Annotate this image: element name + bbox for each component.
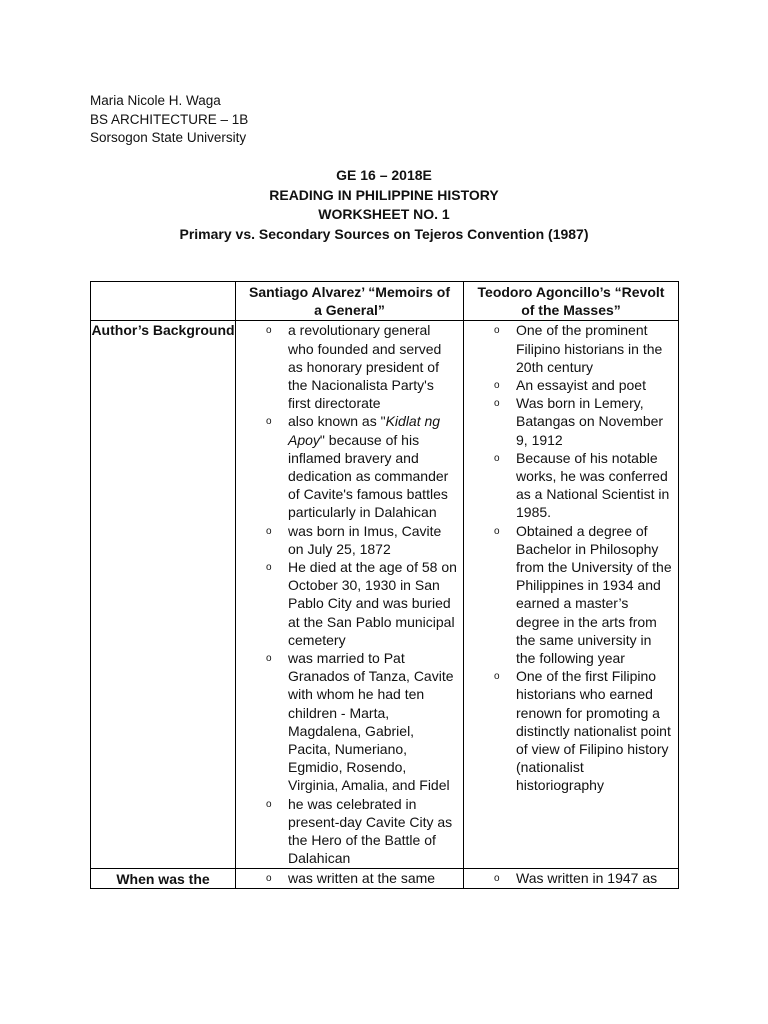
list-item: o An essayist and poet <box>464 376 674 394</box>
bullet-icon: o <box>494 525 500 537</box>
cell-agoncillo-background <box>464 321 679 868</box>
row-label-background: Author’s Background <box>91 321 236 868</box>
bullet-icon: o <box>494 452 500 464</box>
list-item: o was written at the same <box>236 869 459 887</box>
header-agoncillo: Teodoro Agoncillo’s “Revolt of the Masses” <box>464 282 679 321</box>
table-row-background <box>91 321 679 868</box>
comparison-table <box>90 281 679 889</box>
bullet-icon: o <box>494 872 500 884</box>
list-item: o Was written in 1947 as <box>464 869 674 887</box>
list-item: o a revolutionary general who founded and served as honorary president of the Nacionalista Party's first directorate <box>266 322 442 412</box>
list-item: o he was celebrated in present-day Cavite City as the Hero of the Battle of Dalahican <box>266 795 453 867</box>
course-name: READING IN PHILIPPINE HISTORY <box>269 186 499 203</box>
document-title <box>0 166 768 244</box>
bullet-icon: o <box>266 562 272 574</box>
nickname-italic: Kidlat ng Apoy <box>288 413 441 448</box>
list-item: o Because of his notable works, he was conferred as a National Scientist in 1985. <box>494 449 670 521</box>
list-item: o Was born in Lemery, Batangas on November 9, 1912 <box>494 395 664 448</box>
list-item: o also known as "Kidlat ng Apoy" because of his inflamed bravery and dedication as commander of Cavite's famous battles particularly in Dalahican <box>266 413 449 521</box>
list-item: o One of the prominent Filipino historians in the 20th century <box>494 322 663 375</box>
author-program: BS ARCHITECTURE – 1B <box>90 111 249 127</box>
bullet-icon: o <box>494 671 500 683</box>
cell-alvarez-background <box>236 321 464 868</box>
header-alvarez: Santiago Alvarez’ “Memoirs of a General” <box>236 282 464 321</box>
row-label-when: When was the <box>91 868 236 888</box>
worksheet-topic: Primary vs. Secondary Sources on Tejeros Convention (1987) <box>179 225 589 242</box>
bullet-icon: o <box>494 380 500 392</box>
table-row-when-written <box>91 868 679 888</box>
bullet-icon: o <box>494 398 500 410</box>
list-item: o Obtained a degree of Bachelor in Philosophy from the University of the Philippines in 1934 and earned a master’s degree in the arts from the same university in the following year <box>494 522 672 667</box>
agoncillo-background-list <box>464 321 678 794</box>
bullet-icon: o <box>266 325 272 337</box>
cell-alvarez-when <box>236 868 464 888</box>
author-school: Sorsogon State University <box>90 130 247 145</box>
list-item: o was married to Pat Granados of Tanza, Cavite with whom he had ten children - Marta, Magdalena, Gabriel, Pacita, Numeriano, Egmidio, Rosendo, Virginia, Amalia, and Fidel <box>266 650 454 794</box>
bullet-icon: o <box>266 416 272 428</box>
list-item: o He died at the age of 58 on October 30, 1930 in San Pablo City and was buried at the San Pablo municipal cemetery <box>266 559 457 648</box>
author-info <box>90 92 248 148</box>
bullet-icon: o <box>266 653 272 665</box>
alvarez-background-list <box>236 321 463 867</box>
bullet-icon: o <box>266 525 272 537</box>
bullet-icon: o <box>266 872 272 884</box>
course-code: GE 16 – 2018E <box>336 167 432 183</box>
worksheet-number: WORKSHEET NO. 1 <box>318 206 450 222</box>
bullet-icon: o <box>266 798 272 810</box>
header-empty <box>91 282 236 321</box>
list-item: o was born in Imus, Cavite on July 25, 1872 <box>266 522 442 557</box>
author-name: Maria Nicole H. Waga <box>90 93 221 108</box>
bullet-icon: o <box>494 325 500 337</box>
table-header-row <box>91 282 679 321</box>
cell-agoncillo-when <box>464 868 679 888</box>
list-item: o One of the first Filipino historians who earned renown for promoting a distinctly nationalist point of view of Filipino history (nationalist historiography <box>494 668 671 794</box>
